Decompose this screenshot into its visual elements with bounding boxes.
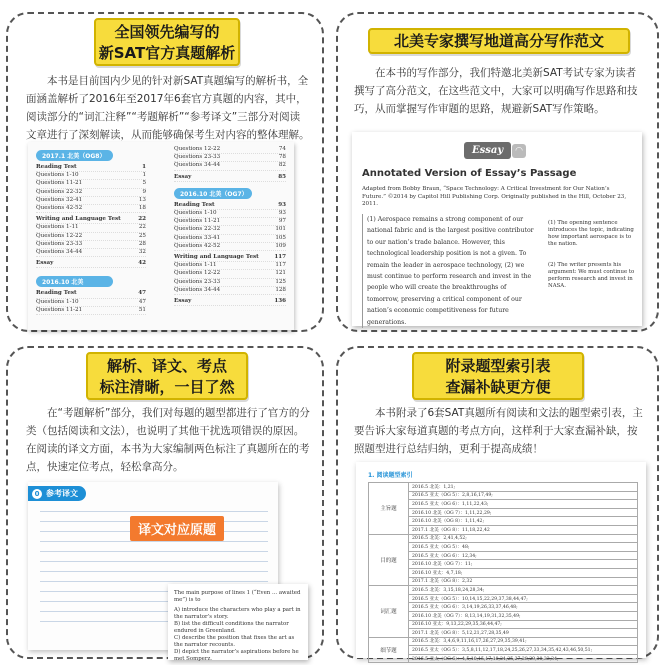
toc-row — [36, 164, 146, 172]
toc-row-label: Essay — [36, 260, 54, 267]
toc-row — [174, 162, 286, 170]
toc-row-label: Questions 1-10 — [174, 210, 217, 217]
table-row — [369, 586, 638, 595]
toc-row-label: Questions 33-41 — [174, 234, 221, 241]
index-cell: 2016.10 北美（OG 7）：8,13,14,19,31,32,35,49; — [409, 611, 638, 620]
toc-row-label: Reading Test — [36, 290, 77, 297]
option-b: B) list the difficult conditions the narrator endured in Greenland. — [174, 621, 289, 634]
toc-row — [174, 226, 286, 234]
toc-row — [174, 262, 286, 270]
essay-note-1: (1) The opening sentence introduces the topic, indicating how important aerospace is to the nation. — [548, 220, 634, 247]
table-row — [369, 629, 638, 638]
essay-body: (1) Aerospace remains a strong component of our national fabric and is the largest positive contributor to our nation’s trade balance. However, this technological leadership position is not a given. To remain the leader in aerospace technology, (2) we must continue to perform research and invest in the people who will create the breakthroughs of tomorrow, preserving a critical component of our nation’s economic competitiveness for future generations. — [362, 214, 540, 328]
toc-row-page: 22 — [138, 224, 146, 231]
category-cell: 细节题 — [369, 637, 409, 663]
essay-tag: Essay — [464, 142, 511, 159]
toc-row-page: 47 — [138, 290, 146, 297]
panel-annotation — [6, 346, 324, 662]
toc-row-label: Questions 12-22 — [174, 270, 221, 277]
toc-row-page: 125 — [275, 278, 286, 285]
index-cell: 2016.5 北美：3,15,18,24,28,34; — [409, 586, 638, 595]
index-cell: 2017.1 北美（OG 8）：11,18,22,42 — [409, 525, 638, 534]
toc-row — [36, 180, 146, 188]
toc-row-page: 93 — [278, 201, 286, 208]
index-table-title: 1. 阅读题型索引 — [368, 472, 413, 479]
toc-row-page: 128 — [275, 286, 286, 293]
toc-row-label: Questions 1-10 — [36, 298, 79, 305]
toc-row-page: 1 — [142, 172, 146, 179]
toc-row — [174, 279, 286, 287]
toc-row-page: 78 — [278, 154, 286, 161]
panel-intro: 本书是目前国内少见的针对新SAT真题编写的解析书，全面涵盖解析了2016年至2017年6套官方真题的内容，其中，阅读部分的“词汇注释”“考题解析”“参考译文”三部分对阅读文章进行了深刻解读，从而能够确保考生对内容的整体理解。 — [26, 75, 310, 141]
toc-row-page: 25 — [138, 232, 146, 239]
title-line-2: 标注清晰，一目了然 — [99, 378, 235, 396]
toc-row-page: 1 — [142, 164, 146, 170]
toc-row-page: 101 — [275, 226, 286, 233]
toc-row-label: Questions 11-21 — [36, 306, 83, 313]
toc-row-label: Questions 22-32 — [174, 226, 221, 233]
toc-row — [174, 298, 286, 306]
title-line-1: 解析、译文、考点 — [106, 357, 227, 375]
table-row — [369, 577, 638, 586]
index-cell: 2017.1 北美（OG 8）：5,12,21,27,28,35,49 — [409, 629, 638, 638]
table-row — [369, 500, 638, 509]
toc-block-head: 2017.1 北美（OG8） — [36, 150, 113, 161]
toc-row — [174, 235, 286, 243]
table-row — [369, 594, 638, 603]
toc-row — [36, 233, 146, 241]
toc-row-label: Questions 11-21 — [174, 218, 221, 225]
toc-row-label: Questions 34-44 — [174, 286, 221, 293]
toc-row-page: 82 — [278, 162, 286, 169]
toc-column-2 — [174, 146, 286, 306]
toc-row-label: Questions 1-10 — [36, 172, 79, 179]
toc-row-label: Questions 23-33 — [174, 154, 221, 161]
index-cell: 2016.5 亚太（OG 6）：1,11,22,43; — [409, 500, 638, 509]
toc-row-label: Essay — [174, 298, 192, 305]
toc-row-label: Reading Test — [36, 164, 77, 170]
index-page — [356, 462, 646, 662]
toc-row-page: 28 — [138, 240, 146, 247]
option-d: D) depict the narrator’s aspirations before he met Somperz. — [174, 649, 299, 662]
table-row — [369, 517, 638, 526]
toc-row-page: 32 — [138, 249, 146, 256]
table-row — [369, 534, 638, 543]
table-row — [369, 620, 638, 629]
toc-row-page: 97 — [278, 218, 286, 225]
panel-title — [412, 352, 584, 400]
toc-row-label: Questions 1-11 — [174, 262, 217, 269]
table-row — [369, 508, 638, 517]
table-row — [369, 603, 638, 612]
toc-row-page: 42 — [138, 260, 146, 267]
panel-title — [368, 28, 630, 54]
toc-row — [36, 307, 146, 315]
table-row — [369, 543, 638, 552]
panel-title — [94, 18, 240, 66]
toc-block-head: 2016.10 北美（OG7） — [174, 188, 252, 199]
table-row — [369, 568, 638, 577]
toc-row-label: Questions 23-33 — [174, 278, 221, 285]
toc-page — [28, 142, 294, 330]
index-cell: 2016.5 亚太（OG 5）：2,8,16,17,49; — [409, 491, 638, 500]
toc-row — [36, 260, 146, 268]
toc-row — [36, 172, 146, 180]
rss-icon: ◠ — [512, 144, 526, 158]
toc-row-label: Questions 1-11 — [36, 224, 79, 231]
toc-row-page: 22 — [138, 216, 146, 223]
toc-row-page: 5 — [142, 180, 146, 187]
panel-title — [86, 352, 248, 400]
index-cell: 2016.10 亚太：9,13,22,29,35,36,44,47; — [409, 620, 638, 629]
option-c: C) describe the position that fixes the art as the narrator recounts. — [174, 635, 295, 648]
reference-head — [28, 486, 86, 501]
reference-head-label: 参考译文 — [46, 489, 78, 498]
index-cell: 2016.5 亚太（OG 6）：12,34; — [409, 551, 638, 560]
panel-intro: 在“考题解析”部分，我们对每题的题型都进行了官方的分类（包括阅读和文法），也说明了其他干扰选项错误的原因。在阅读的译文方面，本书为大家编制两色标注了真题所在的考点，快速定位考点，轻松拿高分。 — [26, 407, 310, 473]
toc-row — [174, 146, 286, 154]
toc-row-label: Questions 12-22 — [174, 146, 221, 152]
toc-row-page: 121 — [275, 270, 286, 277]
index-cell: 2016.10 北美（OG 7）：1,11,22,29; — [409, 508, 638, 517]
table-row — [369, 646, 638, 655]
toc-row — [36, 249, 146, 257]
index-cell: 2016.5 亚太（OG 5）：48; — [409, 543, 638, 552]
index-cell: 2016.5 北美：1,21; — [409, 483, 638, 492]
toc-row-page: 117 — [274, 254, 286, 261]
toc-row — [36, 224, 146, 232]
toc-row — [174, 254, 286, 262]
toc-row-label: Essay — [174, 173, 192, 180]
index-cell: 2016.10 北美（OG 8）：1,11,42; — [409, 517, 638, 526]
index-table — [368, 482, 638, 663]
toc-row — [174, 210, 286, 218]
toc-row-label: Questions 34-44 — [174, 162, 221, 169]
translation-stamp: 译文对应原题 — [130, 516, 224, 541]
title-line-1: 附录题型索引表 — [445, 357, 551, 375]
toc-row — [36, 189, 146, 197]
toc-row-page: 93 — [278, 210, 286, 217]
toc-row — [174, 218, 286, 226]
toc-row-label: Questions 32-41 — [36, 196, 83, 203]
toc-row-page: 47 — [138, 298, 146, 305]
toc-row-page: 13 — [138, 196, 146, 203]
toc-row-label: Questions 34-44 — [36, 249, 83, 256]
toc-row — [174, 174, 286, 182]
toc-column-1 — [36, 150, 146, 315]
toc-row-label: Writing and Language Test — [36, 216, 121, 223]
toc-row-label: Reading Test — [174, 201, 215, 208]
toc-row-page: 85 — [278, 173, 286, 180]
table-row — [369, 491, 638, 500]
index-cell: 2016.5 北美：3,4,6,9,11,16,17,26,27,29,35,39,41; — [409, 637, 638, 646]
toc-row — [36, 205, 146, 213]
toc-row-label: Questions 22-32 — [36, 188, 83, 195]
title-line-2: 新SAT官方真题解析 — [98, 44, 236, 62]
table-row — [369, 551, 638, 560]
index-cell: 2016.10 亚太：4,7,18; — [409, 568, 638, 577]
index-cell: 2016.10 北美（OG 7）：11; — [409, 560, 638, 569]
panel-index — [336, 346, 659, 662]
index-cell: 2017.1 北美（OG 8）：2,32 — [409, 577, 638, 586]
toc-row-label: Questions 42-52 — [36, 205, 83, 212]
essay-heading: Annotated Version of Essay’s Passage — [362, 168, 577, 179]
question-page — [168, 584, 308, 660]
toc-row-page: 117 — [275, 262, 286, 269]
title-line-1: 北美专家撰写地道高分写作范文 — [393, 32, 604, 50]
index-cell: 2016.5 亚太（OG 6）：4,5,10,15,17,18,24,25,27,28,29,30,33,34; — [409, 654, 638, 663]
table-row — [369, 611, 638, 620]
table-row — [369, 560, 638, 569]
toc-row-label: Questions 23-33 — [36, 240, 83, 247]
panel-intro: 在本书的写作部分，我们特邀北美新SAT考试专家为读者撰写了高分范文，在这些范文中，大家可以明确写作思路和技巧，从而掌握写作审题的思路，规避新SAT写作策略。 — [354, 67, 638, 115]
title-line-2: 查漏补缺更方便 — [445, 378, 551, 396]
category-cell: 目的题 — [369, 534, 409, 586]
title-line-1: 全国领先编写的 — [114, 23, 220, 41]
toc-row-page: 105 — [275, 234, 286, 241]
table-row — [369, 483, 638, 492]
panel-intro: 本书附录了6套SAT真题所有阅读和文法的题型索引表，主要告诉大家每道真题的考点方向，这样利于大家查漏补缺，按照题型进行总结归纳，更利于提高成绩！ — [354, 407, 643, 455]
toc-row-label: Writing and Language Test — [174, 254, 259, 261]
toc-row — [174, 287, 286, 295]
essay-note-2: (2) The writer presents his argument: We must continue to perform research and invest in NASA. — [548, 262, 635, 289]
index-cell: 2016.5 亚太（OG 5）：3,5,8,11,12,17,18,24,25,26,27,33,34,35,42,43,46,50,51; — [409, 646, 638, 655]
toc-block-head: 2016.10 北美 — [36, 276, 113, 287]
index-cell: 2016.5 亚太（OG 6）：3,14,19,26,33,37,46,48; — [409, 603, 638, 612]
toc-row-page: 109 — [275, 242, 286, 249]
toc-row — [36, 197, 146, 205]
toc-row — [36, 290, 146, 298]
toc-row — [36, 216, 146, 224]
table-row — [369, 525, 638, 534]
category-cell: 词汇题 — [369, 586, 409, 638]
toc-row — [174, 154, 286, 162]
index-cell: 2016.5 亚太（OG 5）：10,14,15,22,29,37,38,44,47; — [409, 594, 638, 603]
toc-row-label: Questions 11-21 — [36, 180, 83, 187]
essay-source: Adapted from Bobby Braun, “Space Technology: A Critical Investment for Our Nation’s Future.” ©2014 by Capitol Hill Publishing Corp. Originally published in the Hill, October 23, 2011. — [362, 186, 627, 207]
option-a: A) introduce the characters who play a part in the narrator’s story. — [174, 607, 301, 620]
table-row — [369, 654, 638, 663]
toc-row — [174, 202, 286, 210]
toc-row — [174, 270, 286, 278]
index-cell: 2016.5 北美：2,41,4,52; — [409, 534, 638, 543]
toc-row — [36, 241, 146, 249]
toc-row-page: 74 — [278, 146, 286, 152]
question-lead: The main purpose of lines 1 (“Even ... awaited me”) is to — [174, 590, 301, 603]
toc-row-page: 136 — [274, 298, 286, 305]
toc-row-label: Questions 12-22 — [36, 232, 83, 239]
category-cell: 主旨题 — [369, 483, 409, 535]
table-row — [369, 637, 638, 646]
toc-row-page: 51 — [138, 306, 146, 313]
toc-row-page: 9 — [142, 188, 146, 195]
toc-row — [174, 243, 286, 251]
panel-essay — [336, 12, 659, 332]
toc-row — [36, 299, 146, 307]
section-number: 0 — [32, 489, 42, 499]
toc-row-page: 18 — [138, 205, 146, 212]
panel-official-analysis — [6, 12, 324, 332]
toc-row-label: Questions 42-52 — [174, 242, 221, 249]
essay-page — [352, 132, 642, 326]
